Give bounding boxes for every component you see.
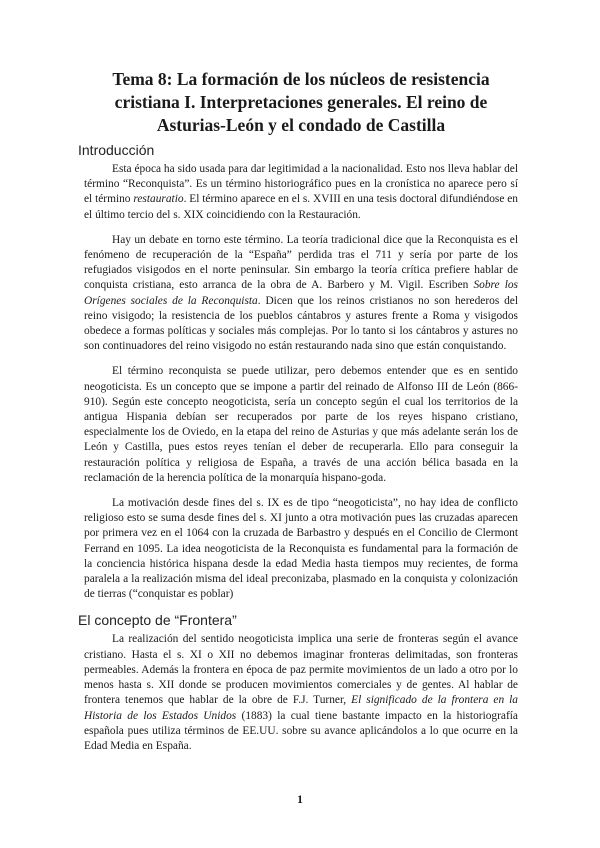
italic-text: restauratio (133, 193, 184, 206)
body-paragraph (84, 632, 518, 754)
page-title: Tema 8: La formación de los núcleos de resistencia cristiana I. Interpretaciones generales. El reino de Asturias-León y el condado de Castilla (112, 69, 490, 135)
body-paragraph (84, 364, 518, 486)
section-heading: Introducción (78, 142, 155, 158)
italic-text: El significado de la frontera en la Historia de los Estados Unidos (84, 694, 518, 722)
text-run: Esta época ha sido usada para dar legitimidad a la nacionalidad. Esto nos lleva hablar del término “Reconquista”. Es un término historiográfico pues en la cronística no aparece pero sí el término (84, 163, 518, 206)
body-paragraph (84, 496, 518, 602)
text-run: El término reconquista se puede utilizar, pero debemos entender que es en sentido neogoticista. Es un concepto que se impone a partir del reinado de Alfonso III de León (866-910). Según este concepto neogoticista, sería un concepto según el cual los territorios de la antigua Hispania debían ser recuperados por parte de los reyes hispano cristiano, especialmente los de Oviedo, en la etapa del reino de Asturias y que más adelante serán los de León y Castilla, pues estos reyes tenían el deber de recuperarla. Ello para conseguir la restauración política y religiosa de España, a través de una acción bélica basada en la reclamación de la herencia política de la monarquía hispano-goda. (84, 365, 518, 484)
body-paragraph (84, 162, 518, 223)
text-run: . El término aparece en el s. XVIII en una tesis doctoral difundiéndose en el último tercio del s. XIX coincidiendo con la Restauración. (84, 193, 518, 221)
italic-text: Sobre los Orígenes sociales de la Reconquista (84, 279, 518, 307)
section-heading: El concepto de “Frontera” (78, 612, 237, 629)
text-run: . Dicen que los reinos cristianos no son herederos del reino visigodo; la resistencia de los pueblos cántabros y astures frente a Roma y visigodos obedece a formas políticas y sociales más complejas. Por lo tanto si los cántabros y astures no son continuadores del reino visigodo no están restaurando nada sino que están conquistando. (84, 294, 519, 353)
text-run: La motivación desde fines del s. IX es de tipo “neogoticista”, no hay idea de conflicto religioso esto se suma desde fines del s. XI junto a otra motivación pues las cruzadas aparecen por primera vez en el 1064 con la cruzada de Barbastro y después en el Concilio de Clermont Ferrand en 1095. La idea neogoticista de la Reconquista es fundamental para la formación de la conciencia histórica hispana desde la edad Media hasta tiempos muy recientes, de forma paralela a la realización misma del ideal preconizaba, plasmado en la conquista y colonización de tierras (“conquistar es poblar) (84, 497, 518, 601)
text-run: (1883) la cual tiene bastante impacto en la historiografía española pues utiliza términos de EE.UU. sobre su avance aplicándolos a lo que ocurre en la Edad Media en España. (84, 709, 518, 752)
document-body (78, 142, 519, 754)
text-run: La realización del sentido neogoticista implica una serie de fronteras según el avance cristiano. Hasta el s. XI o XII no debemos imaginar fronteras delimitadas, son fronteras permeables. Además la frontera en época de paz permite movimientos de un lado a otro por lo menos hasta s. XII donde se producen movimientos comerciales y de gentes. Al hablar de frontera tenemos que hablar de la obre de F.J. Turner, (84, 633, 518, 707)
text-run: Hay un debate en torno este término. La teoría tradicional dice que la Reconquista es el fenómeno de recuperación de la “España” perdida tras el 711 y sería por parte de los refugiados visigodos en el norte peninsular. Sin embargo la teoría crítica prefiere hablar de conquista cristiana, esto arranca de la obra de A. Barbero y M. Vigil. Escriben (84, 233, 518, 292)
page-number: 1 (297, 792, 303, 806)
body-paragraph (84, 233, 518, 355)
